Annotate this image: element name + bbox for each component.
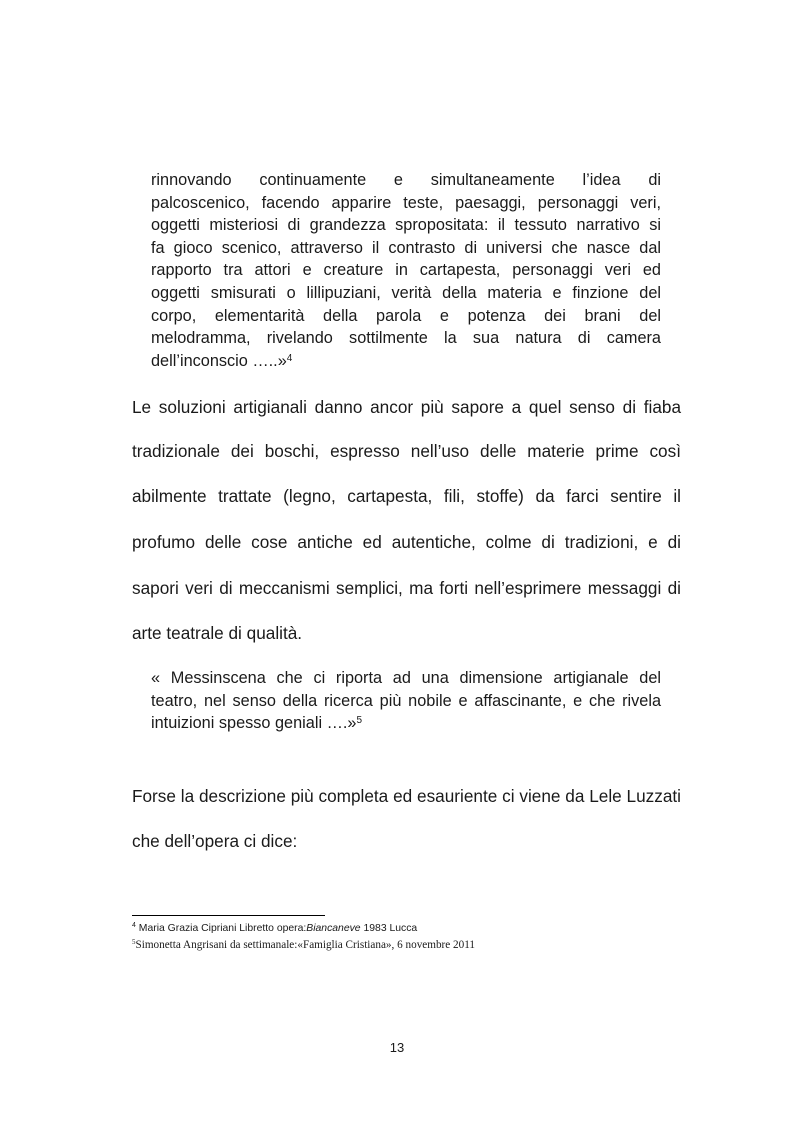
quote-line: rinnovando continuamente e simultaneamente l’idea di [151, 171, 661, 189]
quote-line-last: dell’inconscio …..»$^4$ [151, 351, 293, 370]
paragraph-line: abilmente trattate (legno, cartapesta, fili, stoffe) da farci sentire il [132, 486, 681, 506]
quote-line: oggetti misteriosi di grandezza spropositata: il tessuto narrativo si [151, 216, 661, 235]
quote-line: fa gioco scenico, attraverso il contrasto di universi che nasce dal [151, 238, 661, 257]
quote-line: rapporto tra attori e creature in cartapesta, personaggi veri ed [151, 261, 661, 280]
quote-line: « Messinscena che ci riporta ad una dimensione artigianale del [151, 669, 661, 687]
quote-line-last: intuizioni spesso geniali ….»$^5$ [151, 714, 363, 733]
quote-line: melodramma, rivelando sottilmente la sua natura di camera [151, 329, 661, 348]
paragraph-line: che dell’opera ci dice: [132, 831, 298, 851]
paragraph-line: Le soluzioni artigianali danno ancor più sapore a quel senso di fiaba [132, 397, 681, 417]
quote-line: oggetti smisurati o lillipuziani, verità della materia e finzione del [151, 283, 661, 302]
quote-line: teatro, nel senso della ricerca più nobile e affascinante, e che rivela [151, 691, 661, 710]
paragraph-line: Forse la descrizione più completa ed esauriente ci viene da Lele Luzzati [132, 786, 681, 806]
footnote-ref-4[interactable]: 4 [286, 352, 293, 364]
quote-line: palcoscenico, facendo apparire teste, paesaggi, personaggi veri, [151, 193, 661, 212]
block-quote-2 [151, 667, 661, 735]
footnote-4: $^4$ Maria Grazia Cipriani Libretto opera:Biancaneve 1983 Lucca [132, 922, 418, 934]
quote-line: corpo, elementarità della parola e potenza dei brani del [151, 306, 661, 325]
paragraph-line: arte teatrale di qualità. [132, 623, 303, 643]
block-quote-1 [151, 169, 661, 372]
paragraph-line: profumo delle cose antiche ed autentiche, colme di tradizioni, e di [132, 532, 681, 552]
footnote-5: $^5$Simonetta Angrisani da settimanale:«Famiglia Cristiana», 6 novembre 2011 [132, 938, 475, 951]
paragraph-line: tradizionale dei boschi, espresso nell’uso delle materie prime così [132, 441, 681, 461]
paragraph-line: sapori veri di meccanismi semplici, ma forti nell’esprimere messaggi di [132, 578, 681, 598]
footnote-ref-5[interactable]: 5 [356, 715, 363, 727]
page-number: 13 [389, 1040, 405, 1055]
footnote-separator [132, 915, 325, 916]
